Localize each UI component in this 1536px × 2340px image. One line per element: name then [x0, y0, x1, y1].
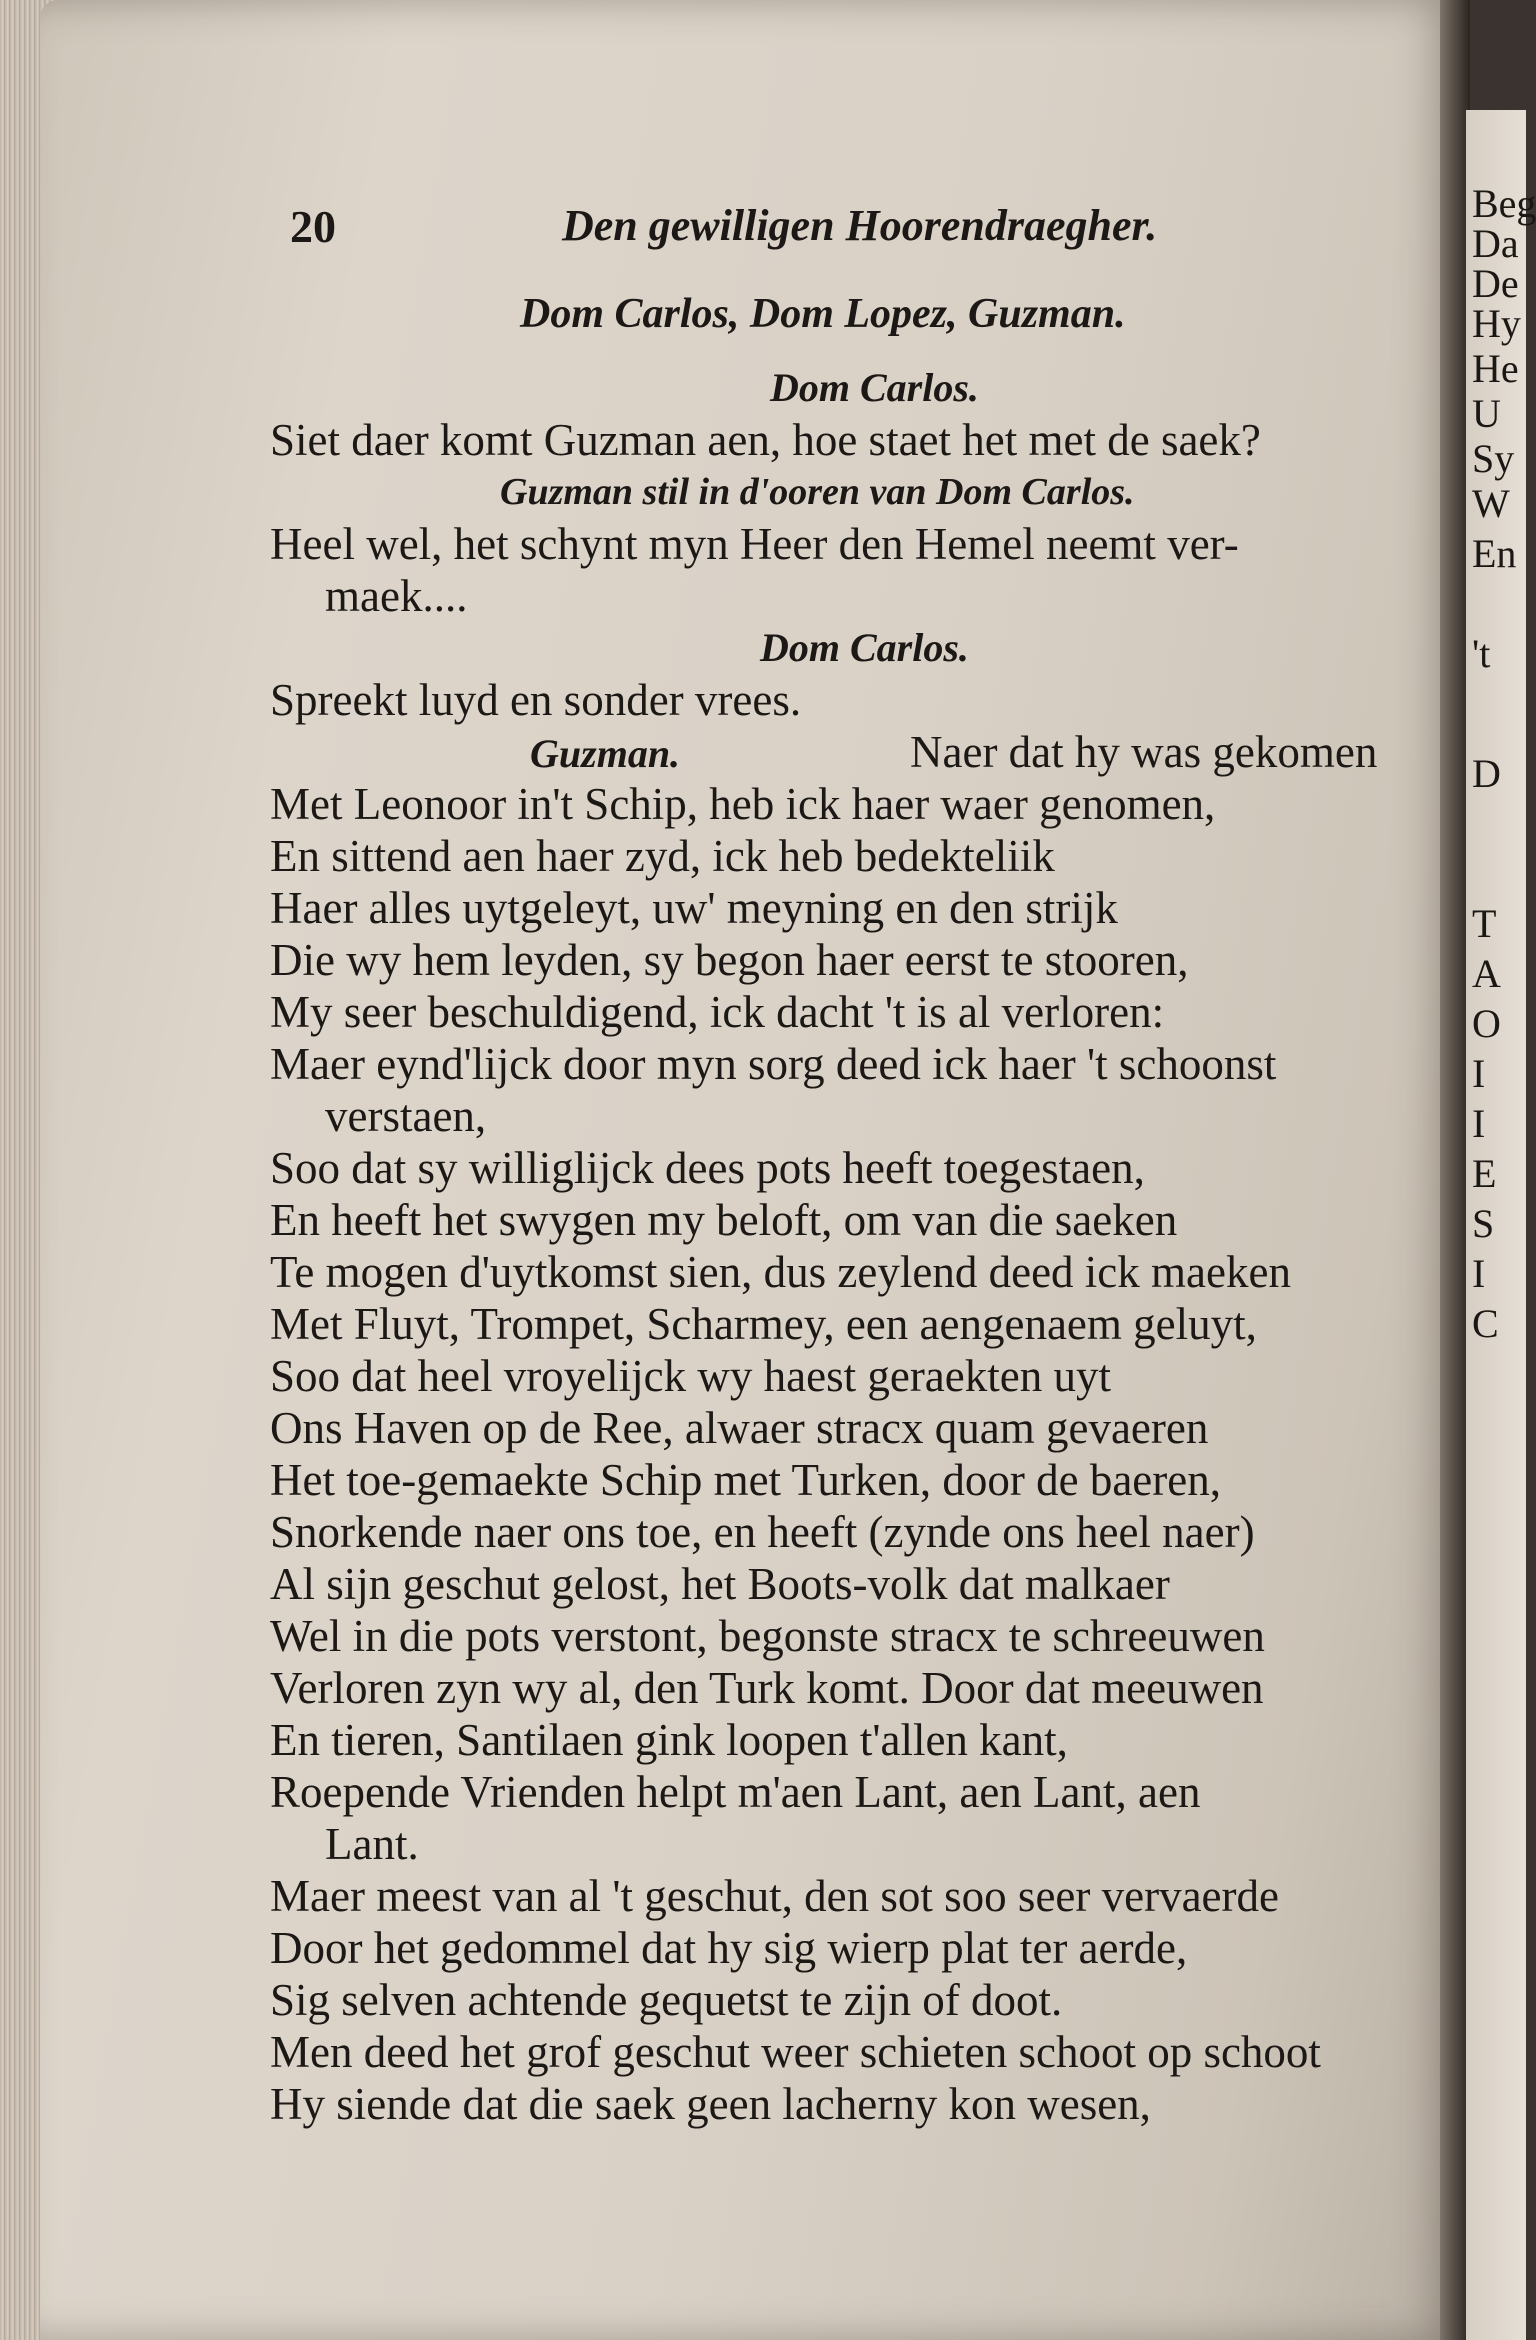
page-number: 20 [290, 201, 336, 252]
verse-line: Al sijn geschut gelost, het Boots-volk dat malkaer [270, 1559, 1170, 1609]
verse-line: En tieren, Santilaen gink loopen t'allen kant, [270, 1715, 1068, 1765]
verse-line: Te mogen d'uytkomst sien, dus zeylend deed ick maeken [270, 1247, 1291, 1297]
verse-line: En heeft het swygen my beloft, om van die saeken [270, 1195, 1178, 1245]
page-text [270, 288, 1450, 2130]
verse-line: Roepende Vrienden helpt m'aen Lant, aen Lant, aen [270, 1767, 1201, 1817]
verse-line: Naer dat hy was gekomen [910, 727, 1378, 777]
right-fragment: I [1472, 1251, 1486, 1296]
verse-line: Soo dat sy williglijck dees pots heeft toegestaen, [270, 1143, 1145, 1193]
stage-direction: Guzman stil in d'ooren van Dom Carlos. [500, 471, 1135, 513]
split-line [270, 726, 1450, 778]
verse-line: Snorkende naer ons toe, en heeft (zynde ons heel naer) [270, 1507, 1255, 1557]
speaker-name: Dom Carlos. [760, 625, 969, 670]
running-head: Den gewilligen Hoorendraegher. [562, 201, 1158, 250]
right-fragment: He [1472, 346, 1519, 391]
verse-line: Het toe-gemaekte Schip met Turken, door de baeren, [270, 1455, 1221, 1505]
verse-line: Maer meest van al 't geschut, den sot soo seer vervaerde [270, 1871, 1279, 1921]
right-fragment: E [1472, 1151, 1497, 1196]
verse-line: Men deed het grof geschut weer schieten schoot op schoot [270, 2027, 1321, 2077]
right-fragment: A [1472, 951, 1501, 996]
right-fragment: Sy [1472, 436, 1515, 481]
verse-line: Soo dat heel vroyelijck wy haest geraekten uyt [270, 1351, 1111, 1401]
verse-line: Heel wel, het schynt myn Heer den Hemel neemt ver- [270, 519, 1239, 569]
speaker-name: Guzman. [530, 731, 681, 776]
right-fragment: En [1472, 531, 1517, 576]
verse-continuation: Lant. [325, 1819, 419, 1869]
verse-line: Siet daer komt Guzman aen, hoe staet het met de saek? [270, 415, 1261, 465]
verse-line: Wel in die pots verstont, begonste stracx te schreeuwen [270, 1611, 1265, 1661]
right-fragment: Da [1472, 221, 1519, 266]
verse-continuation: verstaen, [325, 1091, 487, 1141]
verse-line: Verloren zyn wy al, den Turk komt. Door dat meeuwen [270, 1663, 1264, 1713]
verse-continuation: maek.... [325, 571, 468, 621]
verse-line: Met Leonoor in't Schip, heb ick haer waer genomen, [270, 779, 1216, 829]
verse-line: Hy siende dat die saek geen lacherny kon wesen, [270, 2079, 1151, 2129]
right-fragment: I [1472, 1051, 1486, 1096]
verse-line: Met Fluyt, Trompet, Scharmey, een aengenaem geluyt, [270, 1299, 1257, 1349]
right-fragment: D [1472, 751, 1501, 796]
right-fragment: I [1472, 1101, 1486, 1146]
verse-line: Die wy hem leyden, sy begon haer eerst te stooren, [270, 935, 1189, 985]
right-fragment: Hy [1472, 301, 1521, 346]
verse-line: En sittend aen haer zyd, ick heb bedekteliik [270, 831, 1055, 881]
right-fragment: C [1472, 1301, 1499, 1346]
right-page [1466, 110, 1536, 2340]
page-header [290, 200, 1210, 260]
right-fragment: O [1472, 1001, 1501, 1046]
cast-list: Dom Carlos, Dom Lopez, Guzman. [520, 291, 1126, 337]
right-fragment: S [1472, 1201, 1495, 1246]
speaker-name: Dom Carlos. [770, 365, 979, 410]
verse-line: Door het gedommel dat hy sig wierp plat ter aerde, [270, 1923, 1188, 1973]
right-fragment: Beg [1472, 181, 1536, 226]
right-fragment: T [1472, 901, 1497, 946]
right-fragment: De [1472, 261, 1519, 306]
verse-line: Sig selven achtende gequetst te zijn of doot. [270, 1975, 1063, 2025]
verse-line: Ons Haven op de Ree, alwaer stracx quam gevaeren [270, 1403, 1209, 1453]
right-fragment: U [1472, 391, 1501, 436]
verse-line: Haer alles uytgeleyt, uw' meyning en den strijk [270, 883, 1118, 933]
right-fragment: 't [1472, 631, 1491, 676]
verse-line: Maer eynd'lijck door myn sorg deed ick haer 't schoonst [270, 1039, 1277, 1089]
verse-line: Spreekt luyd en sonder vrees. [270, 675, 802, 725]
right-fragment: W [1472, 481, 1510, 526]
verse-line: My seer beschuldigend, ick dacht 't is al verloren: [270, 987, 1165, 1037]
